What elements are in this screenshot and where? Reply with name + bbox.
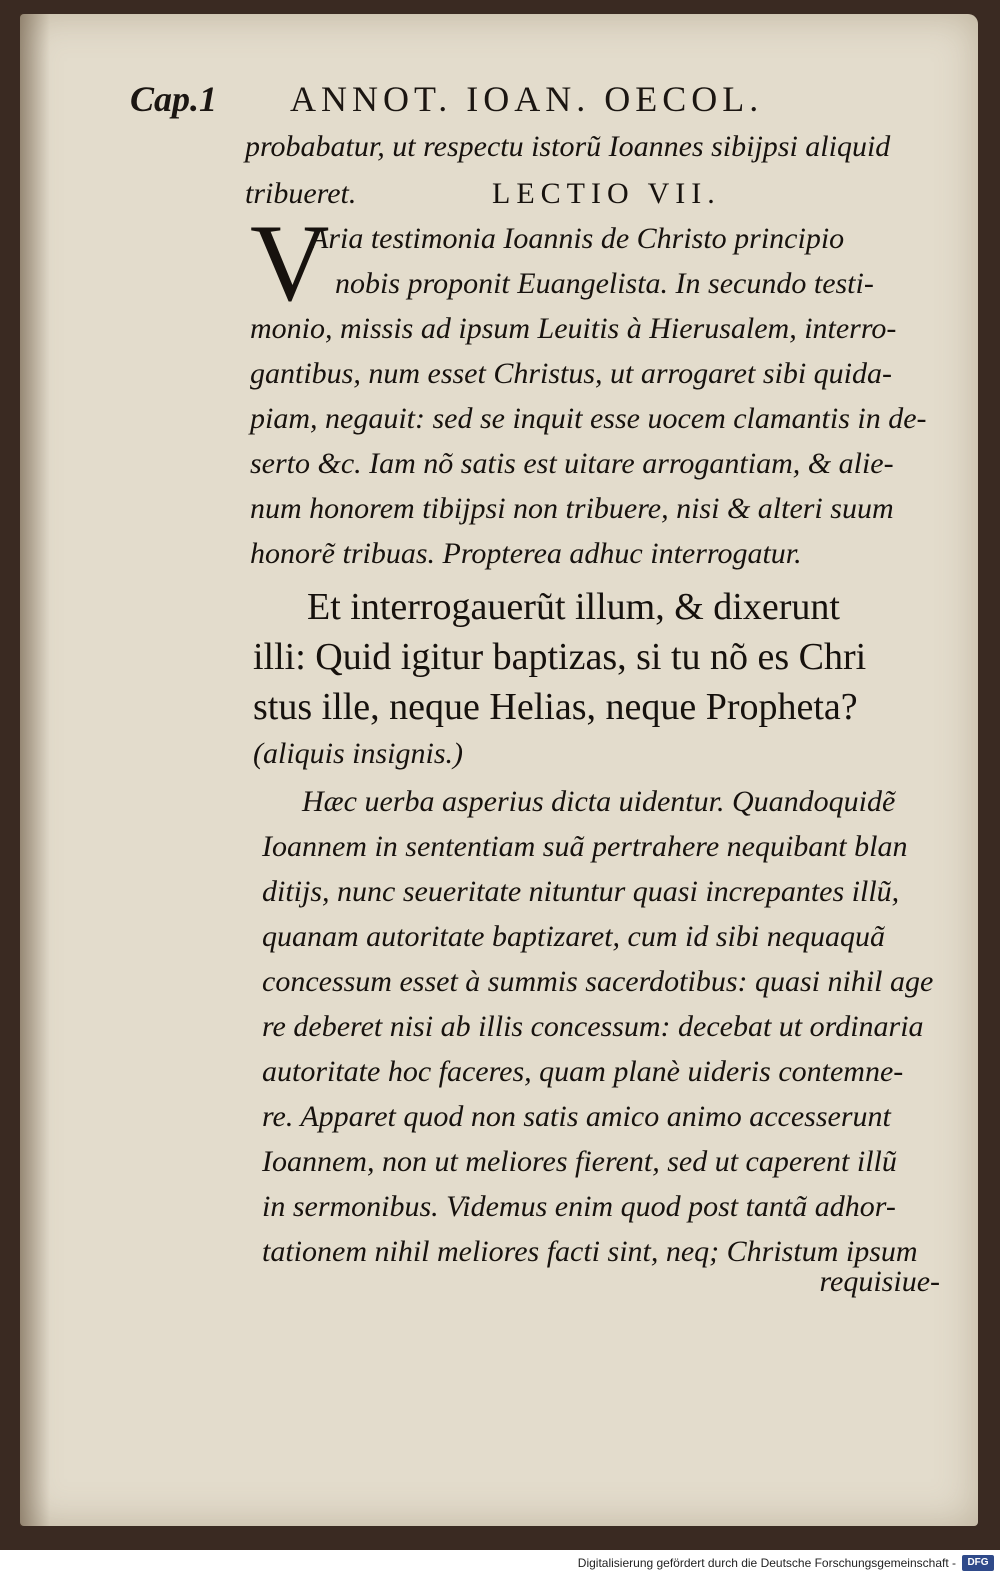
scripture-line: illi: Quid igitur baptizas, si tu nõ es Chri xyxy=(253,636,867,678)
text-line: honorẽ tribuas. Propterea adhuc interrogatur. xyxy=(250,537,802,570)
text-line: nobis proponit Euangelista. In secundo testi- xyxy=(335,267,874,300)
dfg-logo-icon[interactable]: DFG xyxy=(962,1555,994,1571)
chapter-label: Cap.1 xyxy=(130,79,218,119)
text-line: tribueret. xyxy=(245,177,357,210)
text-line: tationem nihil meliores facti sint, neq; Christum ipsum xyxy=(262,1235,918,1268)
text-line: serto &c. Iam nõ satis est uitare arrogantiam, & alie- xyxy=(250,447,894,480)
lectio-heading: LECTIO VII. xyxy=(492,177,721,210)
text-line: gantibus, num esset Christus, ut arrogaret sibi quida- xyxy=(250,357,892,390)
text-line: monio, missis ad ipsum Leuitis à Hierusalem, interro- xyxy=(250,312,897,345)
text-line: probabatur, ut respectu istorũ Ioannes sibijpsi aliquid xyxy=(245,130,891,163)
funding-credit: Digitalisierung gefördert durch die Deutsche Forschungsgemeinschaft - xyxy=(577,1556,956,1570)
page-header xyxy=(130,78,850,128)
text-line: ditijs, nunc seueritate nituntur quasi increpantes illũ, xyxy=(262,875,900,908)
drop-initial: V xyxy=(250,202,330,324)
running-title: ANNOT. IOAN. OECOL. xyxy=(290,79,764,119)
text-line: re deberet nisi ab illis concessum: decebat ut ordinaria xyxy=(262,1010,924,1043)
text-line: num honorem tibijpsi non tribuere, nisi & alteri suum xyxy=(250,492,894,525)
digitization-footer xyxy=(0,1550,1000,1578)
scripture-line: stus ille, neque Helias, neque Propheta? xyxy=(253,686,858,728)
text-line: Ioannem in sententiam suã pertrahere nequibant blan xyxy=(262,830,908,863)
page-gutter-shadow xyxy=(20,14,50,1526)
catchword: requisiue- xyxy=(819,1265,940,1298)
text-line: autoritate hoc faceres, quam planè uideris contemne- xyxy=(262,1055,904,1088)
text-line: Ioannem, non ut meliores fierent, sed ut caperent illũ xyxy=(262,1145,897,1178)
text-line: piam, negauit: sed se inquit esse uocem clamantis in de- xyxy=(250,402,927,435)
text-line: quanam autoritate baptizaret, cum id sibi nequaquã xyxy=(262,920,886,953)
text-line: in sermonibus. Videmus enim quod post tantã adhor- xyxy=(262,1190,896,1223)
text-line: Hæc uerba asperius dicta uidentur. Quandoquidẽ xyxy=(302,785,896,818)
text-line: concessum esset à summis sacerdotibus: quasi nihil age xyxy=(262,965,934,998)
scripture-line: Et interrogauerũt illum, & dixerunt xyxy=(307,586,840,628)
scripture-gloss: (aliquis insignis.) xyxy=(253,737,464,770)
text-line: Aria testimonia Ioannis de Christo principio xyxy=(310,222,845,255)
text-line: re. Apparet quod non satis amico animo accesserunt xyxy=(262,1100,891,1133)
